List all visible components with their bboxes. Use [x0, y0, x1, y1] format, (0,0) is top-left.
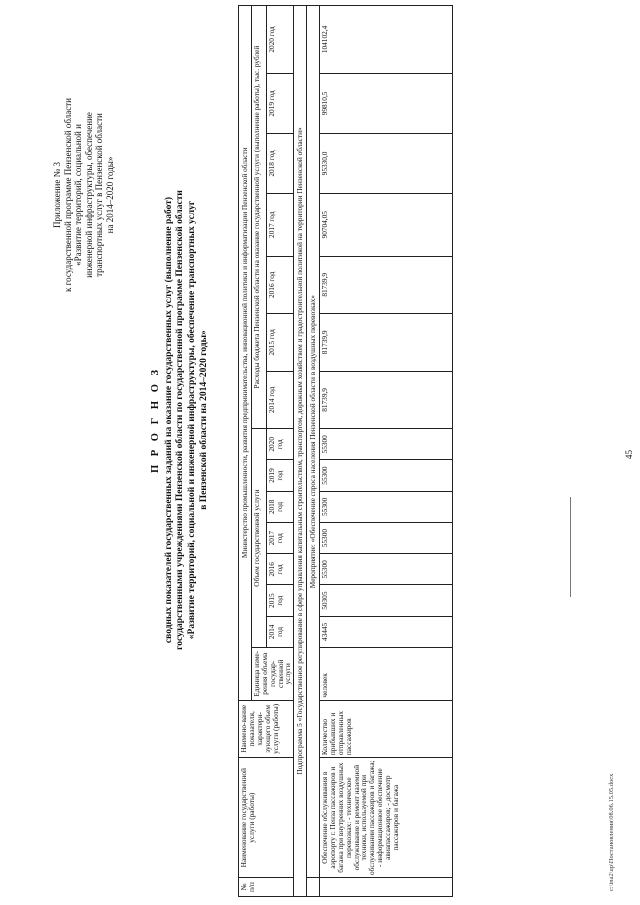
header-year: 2019 год: [267, 460, 294, 491]
subprogram-row: Подпрограмма 5 «Государственное регулирование в сфере управления капитальным строительством, транспортом, дорожным хозяйством и градостроительной политикой на территории Пензенской области»: [294, 6, 307, 897]
header-year: 2015 год: [267, 585, 294, 616]
cell-budget: 81739,9: [320, 314, 453, 372]
cell-volume: 55300: [320, 429, 453, 460]
cell-volume: 55300: [320, 460, 453, 491]
header-year: 2019 год: [267, 73, 294, 133]
document-title: П Р О Г Н О З: [150, 366, 161, 474]
forecast-table: [238, 5, 453, 897]
header-year: 2015 год: [267, 314, 294, 372]
appendix-line: транспортных услуг в Пензенской области: [94, 113, 105, 277]
header-budget-group: Расходы бюджета Пензенской области на оказание государственной услуги (выполнение работы), тыс. рублей: [251, 6, 267, 429]
cell-volume: 43445: [320, 616, 453, 647]
cell-volume: 55300: [320, 522, 453, 553]
cell-volume: 55300: [320, 491, 453, 522]
document-heading: [150, 120, 210, 720]
appendix-note: [52, 45, 116, 345]
appendix-line: к государственной программе Пензенской области: [62, 98, 73, 292]
header-year: 2020 год: [267, 6, 294, 74]
cell-service: Обеспечение обслуживания в аэропорту г. Пенза пассажиров и багажа при внутренних воздушных перевозках: - техническое обслуживание и ремонт наземной техники, используемой при обслуживании пассажиров и багажа; - информационное обеспечение авиапассажиров; - досмотр пассажиров и багажа: [320, 758, 453, 878]
header-year: 2014 год: [267, 371, 294, 429]
appendix-line: «Развитие территорий, социальной и: [73, 124, 84, 266]
table-row: [320, 6, 453, 897]
header-number: № п/п: [239, 878, 294, 897]
cell-budget: 95330,0: [320, 133, 453, 193]
file-path: c:\ina2\up\Постановления\08.06.15.05.docx: [608, 773, 615, 891]
appendix-line: инженерной инфраструктуры, обеспечение: [83, 112, 94, 278]
appendix-line: Приложение № 3: [52, 162, 62, 228]
heading-line: в Пензенской области на 2014–2020 годы»: [198, 330, 209, 510]
cell-budget: 104102,4: [320, 6, 453, 74]
header-year: 2018 год: [267, 491, 294, 522]
cell-unit: человек: [320, 648, 453, 701]
header-year: 2020 год: [267, 429, 294, 460]
cell-budget: 81739,9: [320, 371, 453, 429]
header-year: 2014 год: [267, 616, 294, 647]
header-year: 2018 год: [267, 133, 294, 193]
cell-budget: 90704,05: [320, 193, 453, 256]
header-volume-group: Объем государственной услуги: [251, 429, 267, 648]
cell-budget: 81739,9: [320, 256, 453, 314]
cell-volume: 55300: [320, 554, 453, 585]
separator-line: [570, 497, 571, 597]
page-number: 45: [624, 450, 634, 459]
heading-line: сводных показателей государственных заданий на оказание государственных услуг (выполнение работ): [163, 196, 174, 644]
cell-volume: 50305: [320, 585, 453, 616]
header-unit: Единица изме-рения объема государ-ственной услуги: [251, 648, 293, 701]
cell-indicator: Количество прибывших и отправленных пассажиров: [320, 700, 453, 758]
heading-line: «Развитие территорий, социальной и инженерной инфраструктуры, обеспечение транспортных услуг: [186, 200, 197, 640]
header-year: 2016 год: [267, 256, 294, 314]
header-year: 2016 год: [267, 554, 294, 585]
header-service: Наименование государственной услуги (работы): [239, 758, 294, 878]
header-indicator: Наимено-вание показателя, характери-зующего объем услуги (работы): [239, 700, 294, 758]
header-year: 2017 год: [267, 522, 294, 553]
cell-budget: 99810,5: [320, 73, 453, 133]
cell-number: [320, 878, 453, 897]
header-year: 2017 год: [267, 193, 294, 256]
measure-row: Мероприятие: «Обеспечение спроса населения Пензенской области в воздушных перевозках»: [307, 6, 320, 878]
heading-line: государственными учреждениями Пензенской области по государственной программе Пензенской области: [175, 190, 186, 650]
appendix-line: на 2014–2020 годы»: [105, 156, 116, 234]
ministry-row: Министерство промышленности, развития предпринимательства, инновационной политики и информатизации Пензенской области: [239, 6, 252, 701]
